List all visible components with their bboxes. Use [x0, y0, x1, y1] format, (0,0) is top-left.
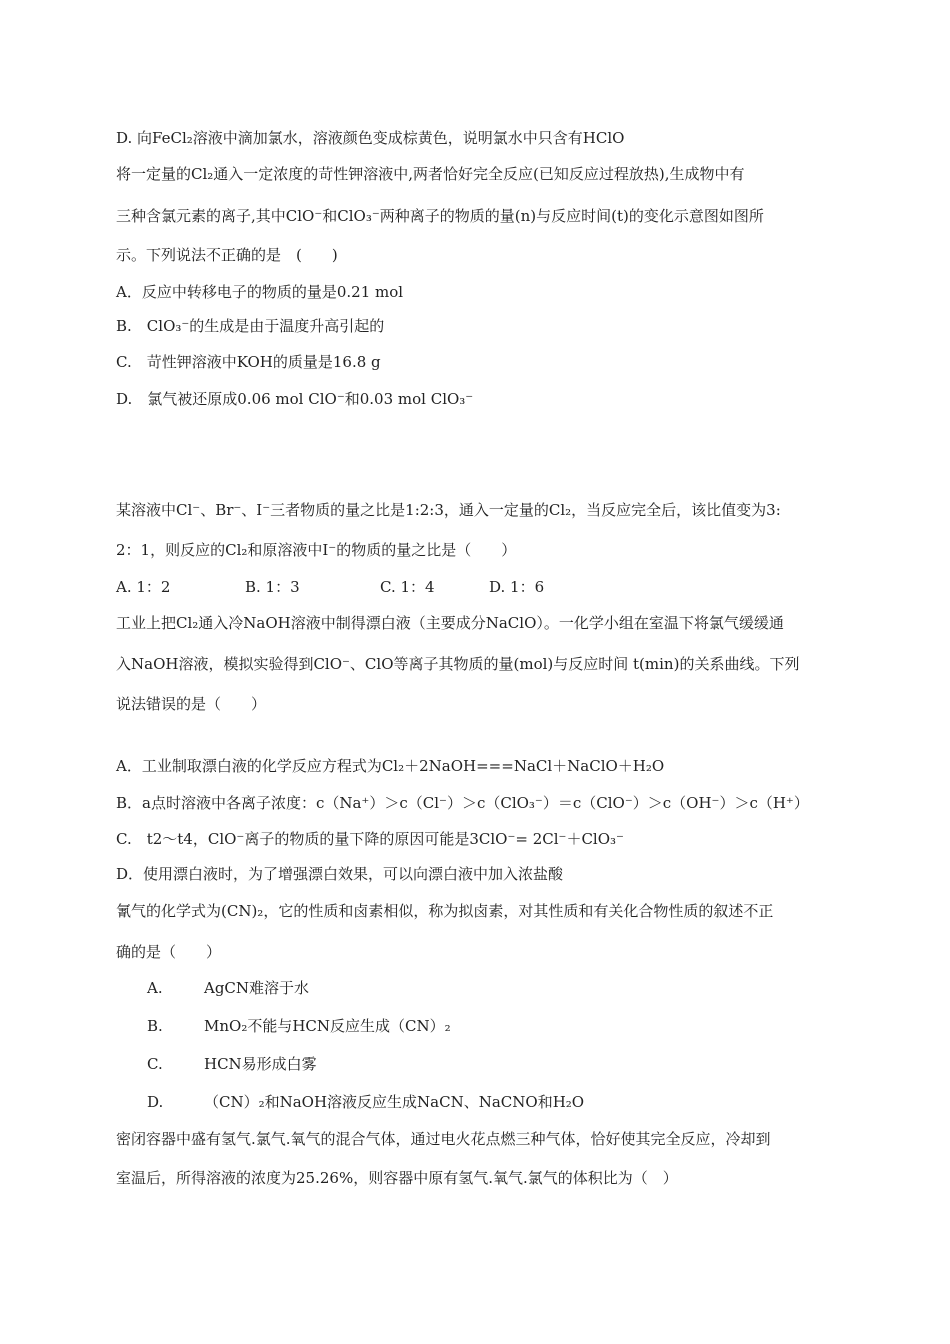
q4-option-c-text: HCN易形成白雾: [204, 1055, 317, 1073]
q3-stem-line-2: 入NaOH溶液，模拟实验得到ClO⁻、ClO等离子其物质的量(mol)与反应时间 t(min)的关系曲线。下列: [116, 655, 800, 673]
q5-stem-line-2: 室温后，所得溶液的浓度为25.26%，则容器中原有氢气.氧气.氯气的体积比为（ ）: [116, 1169, 678, 1187]
q2-option-b: B. 1：3: [245, 578, 300, 596]
q4-option-a-label: A.: [147, 979, 163, 997]
q2-option-c: C. 1：4: [380, 578, 435, 596]
q3-option-c: C. t2～t4，ClO⁻离子的物质的量下降的原因可能是3ClO⁻= 2Cl⁻＋ClO₃⁻: [116, 830, 624, 848]
q3-stem-line-1: 工业上把Cl₂通入冷NaOH溶液中制得漂白液（主要成分NaClO）。一化学小组在室温下将氯气缓缓通: [116, 614, 784, 632]
q2-stem-line-1: 某溶液中Cl⁻、Br⁻、I⁻三者物质的量之比是1:2:3，通入一定量的Cl₂，当反应完全后，该比值变为3:: [116, 501, 781, 519]
q1-option-a: A．反应中转移电子的物质的量是0.21 mol: [116, 283, 404, 301]
q4-stem-line-1: 氰气的化学式为(CN)₂，它的性质和卤素相似，称为拟卤素，对其性质和有关化合物性质的叙述不正: [116, 902, 774, 920]
q4-option-a-text: AgCN难溶于水: [204, 979, 310, 997]
q4-option-c-label: C.: [147, 1055, 163, 1073]
q1-stem-line-2: 三种含氯元素的离子,其中ClO⁻和ClO₃⁻两种离子的物质的量(n)与反应时间(t)的变化示意图如图所: [116, 207, 764, 225]
q1-option-c: C. 苛性钾溶液中KOH的质量是16.8 g: [116, 353, 381, 371]
q4-option-d-text: （CN）₂和NaOH溶液反应生成NaCN、NaCNO和H₂O: [204, 1093, 585, 1111]
q4-stem-line-2: 确的是（ ）: [116, 943, 222, 961]
q3-option-d: D．使用漂白液时，为了增强漂白效果，可以向漂白液中加入浓盐酸: [116, 865, 564, 883]
q4-option-b-label: B.: [147, 1017, 163, 1035]
q1-stem-line-1: 将一定量的Cl₂通入一定浓度的苛性钾溶液中,两者恰好完全反应(已知反应过程放热),生成物中有: [116, 165, 745, 183]
q3-stem-line-3: 说法错误的是（ ）: [116, 695, 267, 713]
q3-option-a: A．工业制取漂白液的化学反应方程式为Cl₂＋2NaOH===NaCl＋NaClO＋H₂O: [116, 757, 665, 775]
q2-stem-line-2: 2：1，则反应的Cl₂和原溶液中I⁻的物质的量之比是（ ）: [116, 541, 517, 559]
q4-option-b-text: MnO₂不能与HCN反应生成（CN）₂: [204, 1017, 451, 1035]
q4-option-d-label: D.: [147, 1093, 164, 1111]
q1-option-b: B. ClO₃⁻的生成是由于温度升高引起的: [116, 317, 385, 335]
q1-stem-line-3: 示。下列说法不正确的是 ( ): [116, 246, 338, 264]
q1-option-d: D. 氯气被还原成0.06 mol ClO⁻和0.03 mol ClO₃⁻: [116, 390, 474, 408]
q2-option-d: D. 1：6: [489, 578, 545, 596]
q2-option-a: A. 1：2: [116, 578, 171, 596]
q5-stem-line-1: 密闭容器中盛有氢气.氯气.氧气的混合气体，通过电火花点燃三种气体，恰好使其完全反应，冷却到: [116, 1130, 771, 1148]
q3-option-b: B．a点时溶液中各离子浓度：c（Na⁺）＞c（Cl⁻）＞c（ClO₃⁻）＝c（ClO⁻）＞c（OH⁻）＞c（H⁺）: [116, 794, 809, 812]
prev-question-option-d: D. 向FeCl₂溶液中滴加氯水，溶液颜色变成棕黄色，说明氯水中只含有HClO: [116, 129, 625, 147]
